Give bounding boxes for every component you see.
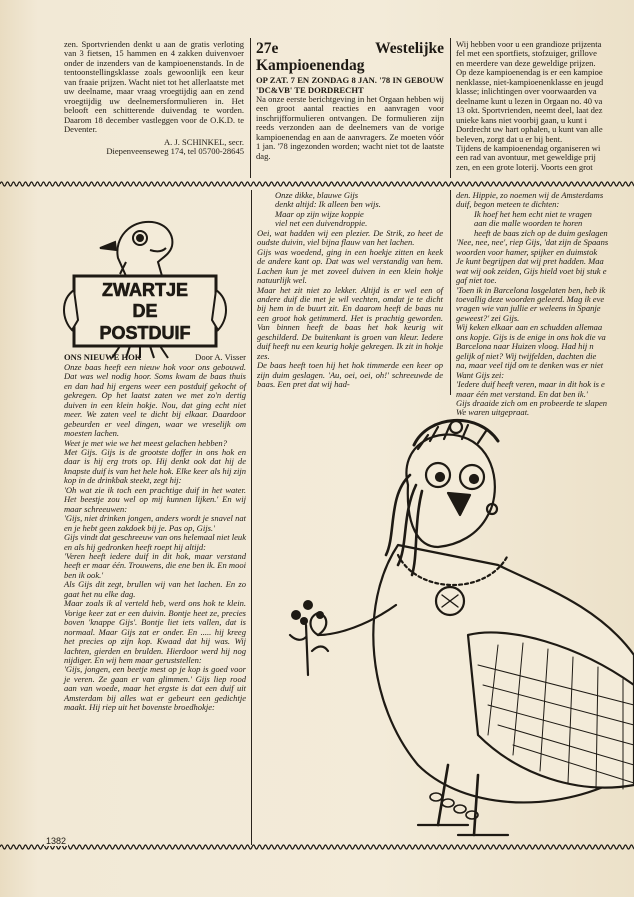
text-line: Gijs draaide zich om en probeerde te slapen <box>456 397 608 408</box>
text-line: 13 okt. Sportvrienden, neemt deel, laat dez <box>456 105 603 116</box>
column-divider <box>450 190 451 395</box>
text-line: nenklasse, niet-kampioenenklasse en jeugd <box>456 76 604 87</box>
story-paragraph: Maar het zit niet zo lekker. Altijd is er wel een of andere duif die met je wil vechten, omdat je te dicht bij hem in de buurt zit. En daarom heeft de baas nu een groot hok getimmerd. Het is prachtig geworden. Van binnen heeft de baas het hok keurig wit geschilderd. De buitenkant is groen van kleur. Iedere duif heeft nu een keurig hokje gekregen. Ik zit in hokje zes. <box>257 284 443 361</box>
text-line: Tijdens de kampioenendag organiseren wi <box>456 142 601 153</box>
story-heading: ONS NIEUWE HOK <box>64 352 142 363</box>
poem-line: Maar op zijn wijze koppie <box>275 208 364 219</box>
flower-icon <box>291 600 324 625</box>
text-line: fel met een sportfiets, stofzuiger, grillove <box>456 48 597 59</box>
text-line: wat wij ook zeiden, Gijs hield voet bij stuk e <box>456 265 607 276</box>
article-subtitle: OP ZAT. 7 EN ZONDAG 8 JAN. '78 IN GEBOUW 'DC&VB' TE DORDRECHT <box>256 75 444 95</box>
address: Diepenveenseweg 174, tel 05700-28645 <box>106 145 244 156</box>
text-line: woorden voor hamer, spijker en duimstok <box>456 246 598 257</box>
signature: A. J. SCHINKEL, secr. <box>163 136 244 147</box>
column-divider <box>250 38 251 178</box>
text-line: den. Hippie, zo noemen wij de Amsterdams <box>456 190 604 200</box>
story-paragraph: Maar zoals ik al verteld heb, werd ons hok te klein. Vorige keer zat er een duivin. Bontje heet ze, precies boven 'knappe Gijs'. Bontje liet iets vallen, dat is normaal. Maar Gijs zat er onder. En ..... hij kreeg het precies op zijn kop. Kwaad dat hij was. Wij lachten, gierden en brulden. Hierdoor werd hij nog nijdiger. En wij hem maar geruststellen: <box>64 598 246 665</box>
story-paragraph: Met Gijs. Gijs is de grootste doffer in ons hok en daar is hij erg trots op. Hij denkt ook dat hij de knapste duif is van het hele hok. Elke keer als hij zijn kop in de drinkbak steekt, zegt hij: <box>64 446 246 486</box>
text-line: Op deze kampioenendag is er een kampioe <box>456 67 603 78</box>
story-paragraph: De baas heeft toen hij het hok timmerde een keer op zijn duim geslagen. 'Au, oei, oei, oh!' schreeuwde de baas. Een pret dat wij had- <box>257 360 443 390</box>
story-paragraph: Oei, wat hadden wij een plezier. De Strik, zo heet de oudste duivin, viel bijna flauw van het lachen. <box>257 227 443 248</box>
text-line: Wij hebben voor u een grandioze prijzenta <box>456 39 602 49</box>
story-paragraph: Onze baas heeft een nieuw hok voor ons gebouwd. Dat was wel nodig hoor. Soms kwam de baas thuis en dan had hij ergens weer een postduif gekocht of gekregen. Op het laatst zaten we met zo'n dertig duiven in een klein hokje. Nou, dat ging echt niet meer. We zaten veel te dicht bij elkaar. Daardoor gebeurden er veel dingen, waar we vreselijk om moesten lachen. <box>64 361 246 439</box>
story-paragraph: Weet je met wie we het meest gelachen hebben? <box>64 437 227 448</box>
text-line: toevallig deze woorden geleerd. Mag ik eve <box>456 293 605 304</box>
text-line: 'Nee, nee, nee', riep Gijs, 'dat zijn de Spaans <box>456 237 609 248</box>
text-line: Je kunt begrijpen dat wij pret hadden. Maa <box>456 256 604 267</box>
poem-line: denkt altijd: Ik alleen ben wijs. <box>275 199 381 210</box>
story-paragraphs <box>64 363 246 713</box>
story-column-left <box>64 352 246 842</box>
logo-line-3: POSTDUIF <box>99 323 191 343</box>
story-paragraph: 'Oh wat zie ik toch een prachtige duif in het water. Het beestje zou wel op mij kunnen lijken.' En wij maar schreeuwen: <box>64 484 246 514</box>
top-right-article <box>456 40 634 180</box>
text-line: 'Iedere duif heeft veren, maar in dit hok is e <box>456 379 605 390</box>
text-line: gaf niet toe. <box>456 275 497 286</box>
story-poem <box>456 210 634 238</box>
text-line: We waren uitgepraat. <box>456 407 530 418</box>
story-lines <box>456 238 634 418</box>
text-line: deelname kunt u lezen in Orgaan no. 40 va <box>456 95 603 106</box>
column-divider <box>450 38 451 178</box>
page-number: 1382 <box>46 836 67 846</box>
story-poem <box>257 191 443 229</box>
text-line: gelijk of niet? Wij twijfelden, dachten die <box>456 350 597 361</box>
poem-line: aan die malle woorden te horen <box>474 218 583 229</box>
story-lines <box>456 191 634 210</box>
text-line: Barcelona naar Huizen vloog. Had hij n <box>456 341 594 352</box>
poem-line: Onze dikke, blauwe Gijs <box>275 190 359 200</box>
story-paragraphs <box>257 229 443 390</box>
zwartje-de-postduif-logo <box>60 190 230 360</box>
column-divider <box>251 190 252 845</box>
top-middle-article <box>256 40 444 180</box>
logo-line-2: DE <box>132 301 158 321</box>
top-left-article <box>64 40 244 180</box>
story-paragraph: Gijs was woedend, ging in een hoekje zitten en keek de andere kant op. Dat was wel verstandig van hem. Lachen kun je met zoveel duiven in een klein hokje natuurlijk wel. <box>257 246 443 286</box>
top-left-paragraph: zen. Sportvrienden denkt u aan de gratis verloting van 3 fietsen, 15 hammen en 4 zakken duivenvoer onder de inzenders van de kampioenenstands. In de tentoonstellingsklasse zoals gewoonlijk een keur van fraaie prijzen. Wacht niet tot het allerlaatste met uw deelname, maar vraag vroegtijdig aan en zend vroegtijdig uw deelnemersformulieren in. Het belooft een schitterende duivendag te worden. Daarom 18 december vastleggen voor de O.K.D. te Deventer. <box>64 39 244 135</box>
top-right-lines <box>456 40 634 172</box>
text-line: klasse; inlichtingen over voorwaarden va <box>456 86 597 97</box>
pigeon-head-icon <box>100 222 172 276</box>
text-line: unieke kans niet voorbij gaan, u kunt i <box>456 114 588 125</box>
story-paragraph: 'Gijs, jongen, een beetje mest op je kop is goed voor je veren. Ze gaan er van glimmen.' Gijs liep rood aan van woede, maar het ergste is dat een duif uit Amsterdam bij alles wat er gebeurt een gedichtje maakt. Hij riep uit het bovenste broedhokje: <box>64 664 246 713</box>
text-line: maar één met verstand. En dat ben ik.' <box>456 388 588 399</box>
article-paragraph: Na onze eerste berichtgeving in het Orgaan hebben wij een groot aantal reacties en aanvragen voor inschrijfformulieren ontvangen. De formulieren zijn reeds verzonden aan de deelnemers van de vorige kampioenendag en aan de aanvragers. Ze moeten vóór 1 jan. '78 ingezonden worden; wacht niet tot de laatste dag. <box>256 94 444 161</box>
punk-pigeon-illustration <box>278 405 634 845</box>
text-line: Wij keken elkaar aan en schudden allemaa <box>456 322 603 333</box>
text-line: na, maar veel tijd om te denken was er niet <box>456 360 604 371</box>
text-line: vragen wie van jullie er weleens in Spanje <box>456 303 601 314</box>
text-line: geweest?' zei Gijs. <box>456 312 520 323</box>
story-paragraph: Als Gijs dit zegt, brullen wij van het lachen. En zo gaat het nu elke dag. <box>64 579 246 599</box>
text-line: beleven, zorgt dat u er bij bent. <box>456 133 563 144</box>
text-line: 'Toen ik in Barcelona losgelaten ben, heb ik <box>456 284 606 295</box>
logo-line-1: ZWARTJE <box>101 280 189 300</box>
story-column-right <box>456 190 634 418</box>
text-line: Dordrecht uw hart ophalen, u kunt van alle <box>456 124 603 135</box>
text-line: een rad van avontuur, met geweldige prij <box>456 152 596 163</box>
text-line: zen, en een grote loterij. Voorts een grot <box>456 161 593 172</box>
text-line: duif, begon meteen te dichten: <box>456 199 560 210</box>
story-paragraph: 'Gijs, niet drinken jongen, anders wordt je snavel nat en je hebt geen zakdoek bij je. Pas op, Gijs.' <box>64 513 246 533</box>
text-line: Want Gijs zei: <box>456 369 505 380</box>
author: Door A. Visser <box>195 352 246 362</box>
poem-line: Ik hoef het hem echt niet te vragen <box>474 208 592 219</box>
text-line: ons kopje. Gijs is de enige in ons hok die va <box>456 331 606 342</box>
poem-line: viel net een duivendroppie. <box>275 218 368 229</box>
story-paragraph: 'Veren heeft iedere duif in dit hok, maar verstand heeft er maar één. Trouwens, die ene ben ik. En mooi ben ik ook.' <box>64 550 246 580</box>
poem-line: heeft de baas zich op de duim geslagen <box>474 227 608 238</box>
wavy-divider <box>0 180 634 188</box>
article-title: 27e Westelijke Kampioenendag <box>256 40 444 74</box>
text-line: en meerdere van deze geweldige prijzen. <box>456 57 596 68</box>
wavy-divider-bottom <box>0 843 634 851</box>
story-paragraph: Gijs vindt dat geschreeuw van ons helemaal niet leuk en als hij gedronken heeft roept hij altijd: <box>64 532 246 552</box>
